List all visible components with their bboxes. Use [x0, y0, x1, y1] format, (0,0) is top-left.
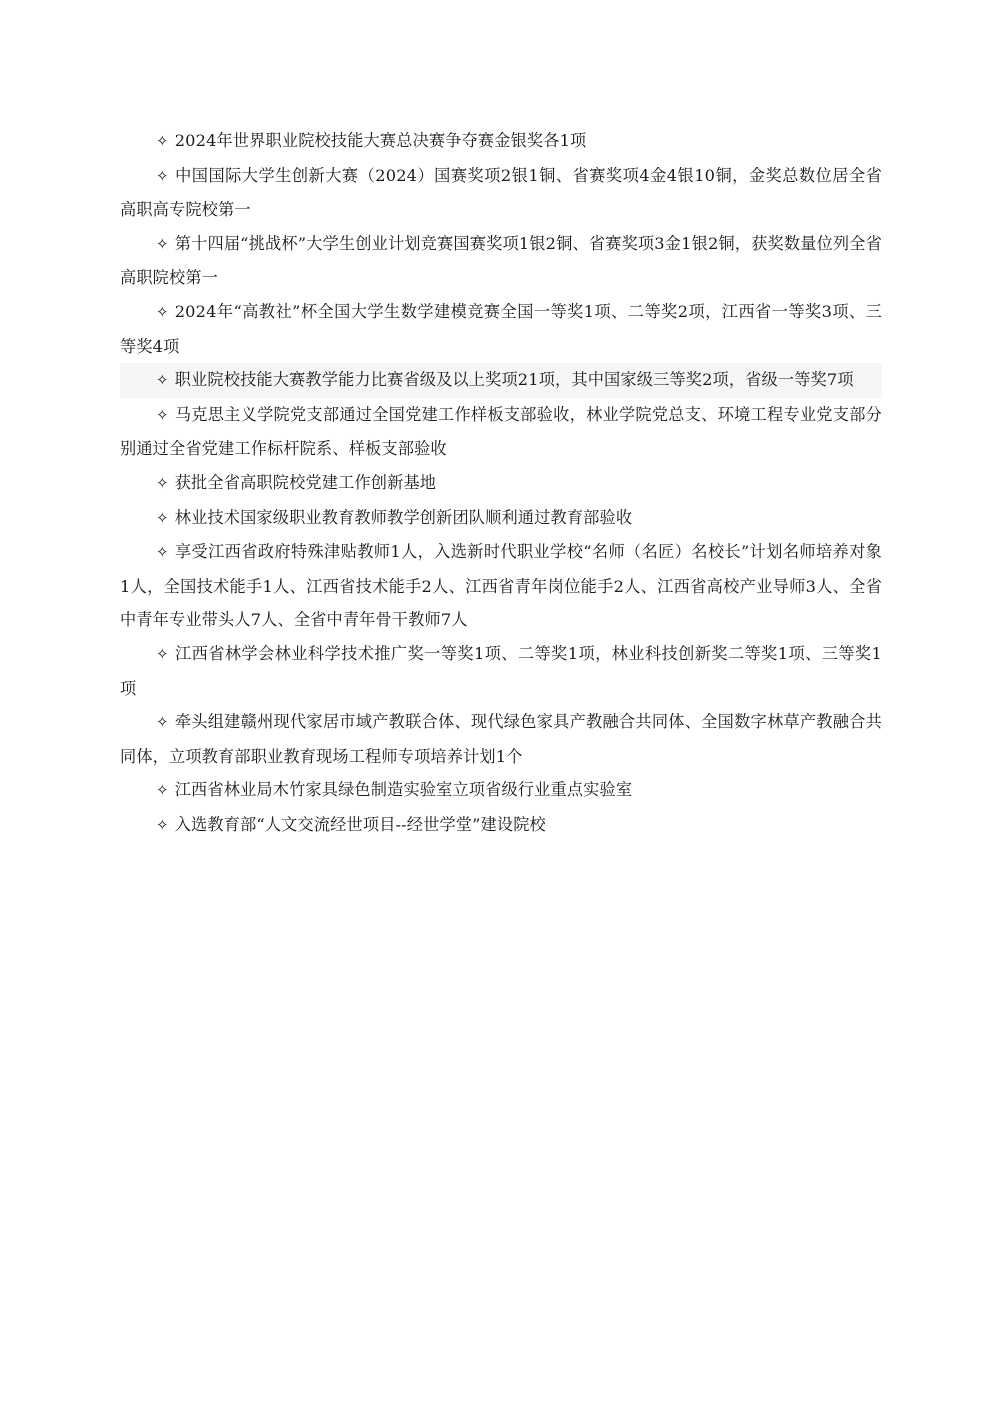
achievement-text: 马克思主义学院党支部通过全国党建工作样板支部验收，林业学院党总支、环境工程专业党支部分别通过全省党建工作标杆院系、样板支部验收 — [120, 404, 882, 459]
diamond-bullet-icon: ✧ — [156, 473, 169, 492]
achievement-item — [120, 295, 882, 363]
diamond-bullet-icon: ✧ — [156, 166, 169, 185]
diamond-bullet-icon: ✧ — [156, 815, 169, 834]
achievement-item — [120, 808, 882, 843]
diamond-bullet-icon: ✧ — [156, 371, 169, 390]
diamond-bullet-icon: ✧ — [156, 781, 169, 800]
achievement-text: 江西省林业局木竹家具绿色制造实验室立项省级行业重点实验室 — [174, 780, 633, 800]
diamond-bullet-icon: ✧ — [156, 132, 169, 150]
achievement-text: 江西省林学会林业科学技术推广奖一等奖1项、二等奖1项，林业科技创新奖二等奖1项、三等奖1项 — [120, 643, 882, 698]
achievement-item — [120, 124, 882, 159]
achievement-item — [120, 637, 882, 705]
achievement-text: 享受江西省政府特殊津贴教师1人，入选新时代职业学校“名师（名匠）名校长”计划名师培养对象1人，全国技术能手1人、江西省技术能手2人、江西省青年岗位能手2人、江西省高校产业导师3人、全省中青年专业带头人7人、全省中青年骨干教师7人 — [120, 542, 882, 630]
diamond-bullet-icon: ✧ — [156, 713, 169, 732]
achievement-item — [120, 227, 882, 295]
achievement-item — [120, 363, 882, 398]
achievement-item — [120, 466, 882, 501]
achievement-item — [120, 501, 882, 536]
diamond-bullet-icon: ✧ — [156, 543, 169, 562]
achievement-text: 入选教育部“人文交流经世项目--经世学堂”建设院校 — [174, 814, 546, 834]
achievement-item — [120, 705, 882, 773]
diamond-bullet-icon: ✧ — [156, 234, 169, 253]
achievement-text: 获批全省高职院校党建工作创新基地 — [174, 472, 437, 492]
achievement-text: 中国国际大学生创新大赛（2024）国赛奖项2银1铜、省赛奖项4金4银10铜，金奖总数位居全省高职高专院校第一 — [120, 165, 882, 220]
achievement-text: 2024年世界职业院校技能大赛总决赛争夺赛金银奖各1项 — [174, 131, 587, 150]
achievement-text: 职业院校技能大赛教学能力比赛省级及以上奖项21项，其中国家级三等奖2项，省级一等奖7项 — [174, 370, 854, 390]
achievement-item — [120, 535, 882, 637]
achievement-text: 林业技术国家级职业教育教师教学创新团队顺利通过教育部验收 — [174, 507, 633, 527]
achievement-text: 2024年“高教社”杯全国大学生数学建模竞赛全国一等奖1项、二等奖2项，江西省一等奖3项、三等奖4项 — [120, 301, 882, 356]
diamond-bullet-icon: ✧ — [156, 302, 169, 321]
diamond-bullet-icon: ✧ — [156, 644, 169, 663]
achievement-text: 牵头组建赣州现代家居市域产教联合体、现代绿色家具产教融合共同体、全国数字林草产教融合共同体，立项教育部职业教育现场工程师专项培养计划1个 — [120, 712, 882, 766]
achievement-text: 第十四届“挑战杯”大学生创业计划竞赛国赛奖项1银2铜、省赛奖项3金1银2铜，获奖数量位列全省高职院校第一 — [120, 233, 882, 288]
diamond-bullet-icon: ✧ — [156, 405, 169, 424]
document-page — [120, 124, 882, 842]
achievement-item — [120, 398, 882, 466]
achievement-item — [120, 773, 882, 808]
achievement-item — [120, 159, 882, 227]
diamond-bullet-icon: ✧ — [156, 508, 169, 527]
